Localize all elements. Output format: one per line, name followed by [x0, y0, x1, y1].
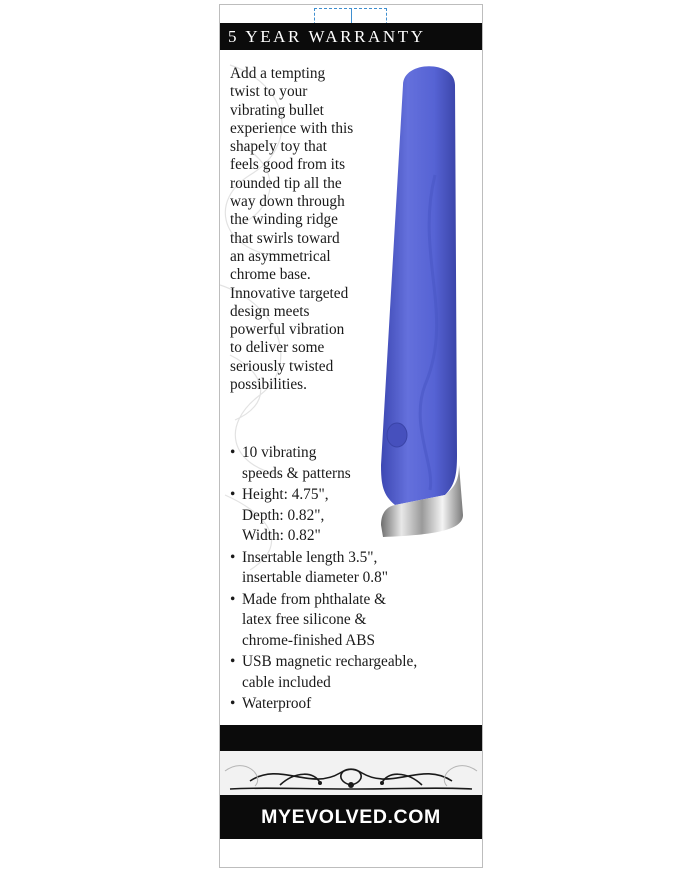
feature-line: Made from phthalate &: [242, 590, 386, 608]
feature-line: cable included: [242, 673, 331, 691]
decorative-swirl-strip: [220, 751, 482, 795]
feature-line: Width: 0.82": [242, 527, 321, 544]
description-line: shapely toy that: [230, 138, 327, 156]
website-banner: [220, 795, 482, 839]
feature-item: [230, 590, 480, 652]
description-line: seriously twisted: [230, 357, 334, 375]
feature-line: Waterproof: [242, 695, 312, 712]
description-line: twist to your: [230, 83, 308, 101]
feature-line: Depth: 0.82",: [242, 506, 325, 524]
description-line: powerful vibration: [230, 321, 345, 339]
feature-item: [230, 485, 480, 547]
description-line: experience with this: [230, 119, 354, 137]
description-line: rounded tip all the: [230, 174, 342, 192]
feature-item: [230, 443, 480, 484]
feature-line: latex free silicone &: [242, 611, 367, 628]
feature-line: chrome-finished ABS: [242, 631, 375, 649]
description-line: Innovative targeted: [230, 284, 349, 302]
feature-line: insertable diameter 0.8": [242, 569, 388, 586]
flourish-ornament: [220, 751, 482, 795]
description-line: that swirls toward: [230, 229, 340, 247]
product-description: [230, 65, 380, 394]
feature-line: 10 vibrating: [242, 444, 317, 461]
description-line: an asymmetrical: [230, 247, 331, 265]
warranty-text: 5 YEAR WARRANTY: [228, 27, 426, 46]
description-line: design meets: [230, 302, 310, 320]
feature-item: [230, 548, 480, 589]
description-line: vibrating bullet: [230, 101, 324, 119]
divider-bar: [220, 725, 482, 751]
description-line: to deliver some: [230, 339, 325, 357]
feature-list: [230, 443, 480, 716]
website-text: MYEVOLVED.COM: [261, 806, 441, 828]
description-line: feels good from its: [230, 156, 346, 174]
description-line: the winding ridge: [230, 211, 338, 229]
description-line: chrome base.: [230, 266, 311, 284]
feature-item: [230, 652, 480, 693]
description-line: Add a tempting: [230, 65, 326, 82]
feature-line: USB magnetic rechargeable,: [242, 653, 418, 670]
feature-line: speeds & patterns: [242, 464, 351, 482]
feature-line: Height: 4.75",: [242, 486, 329, 503]
feature-line: Insertable length 3.5",: [242, 548, 378, 566]
package-panel: [219, 4, 483, 868]
description-line: possibilities.: [230, 376, 307, 394]
description-line: way down through: [230, 193, 345, 211]
feature-item: [230, 694, 480, 715]
warranty-banner: [220, 23, 482, 50]
